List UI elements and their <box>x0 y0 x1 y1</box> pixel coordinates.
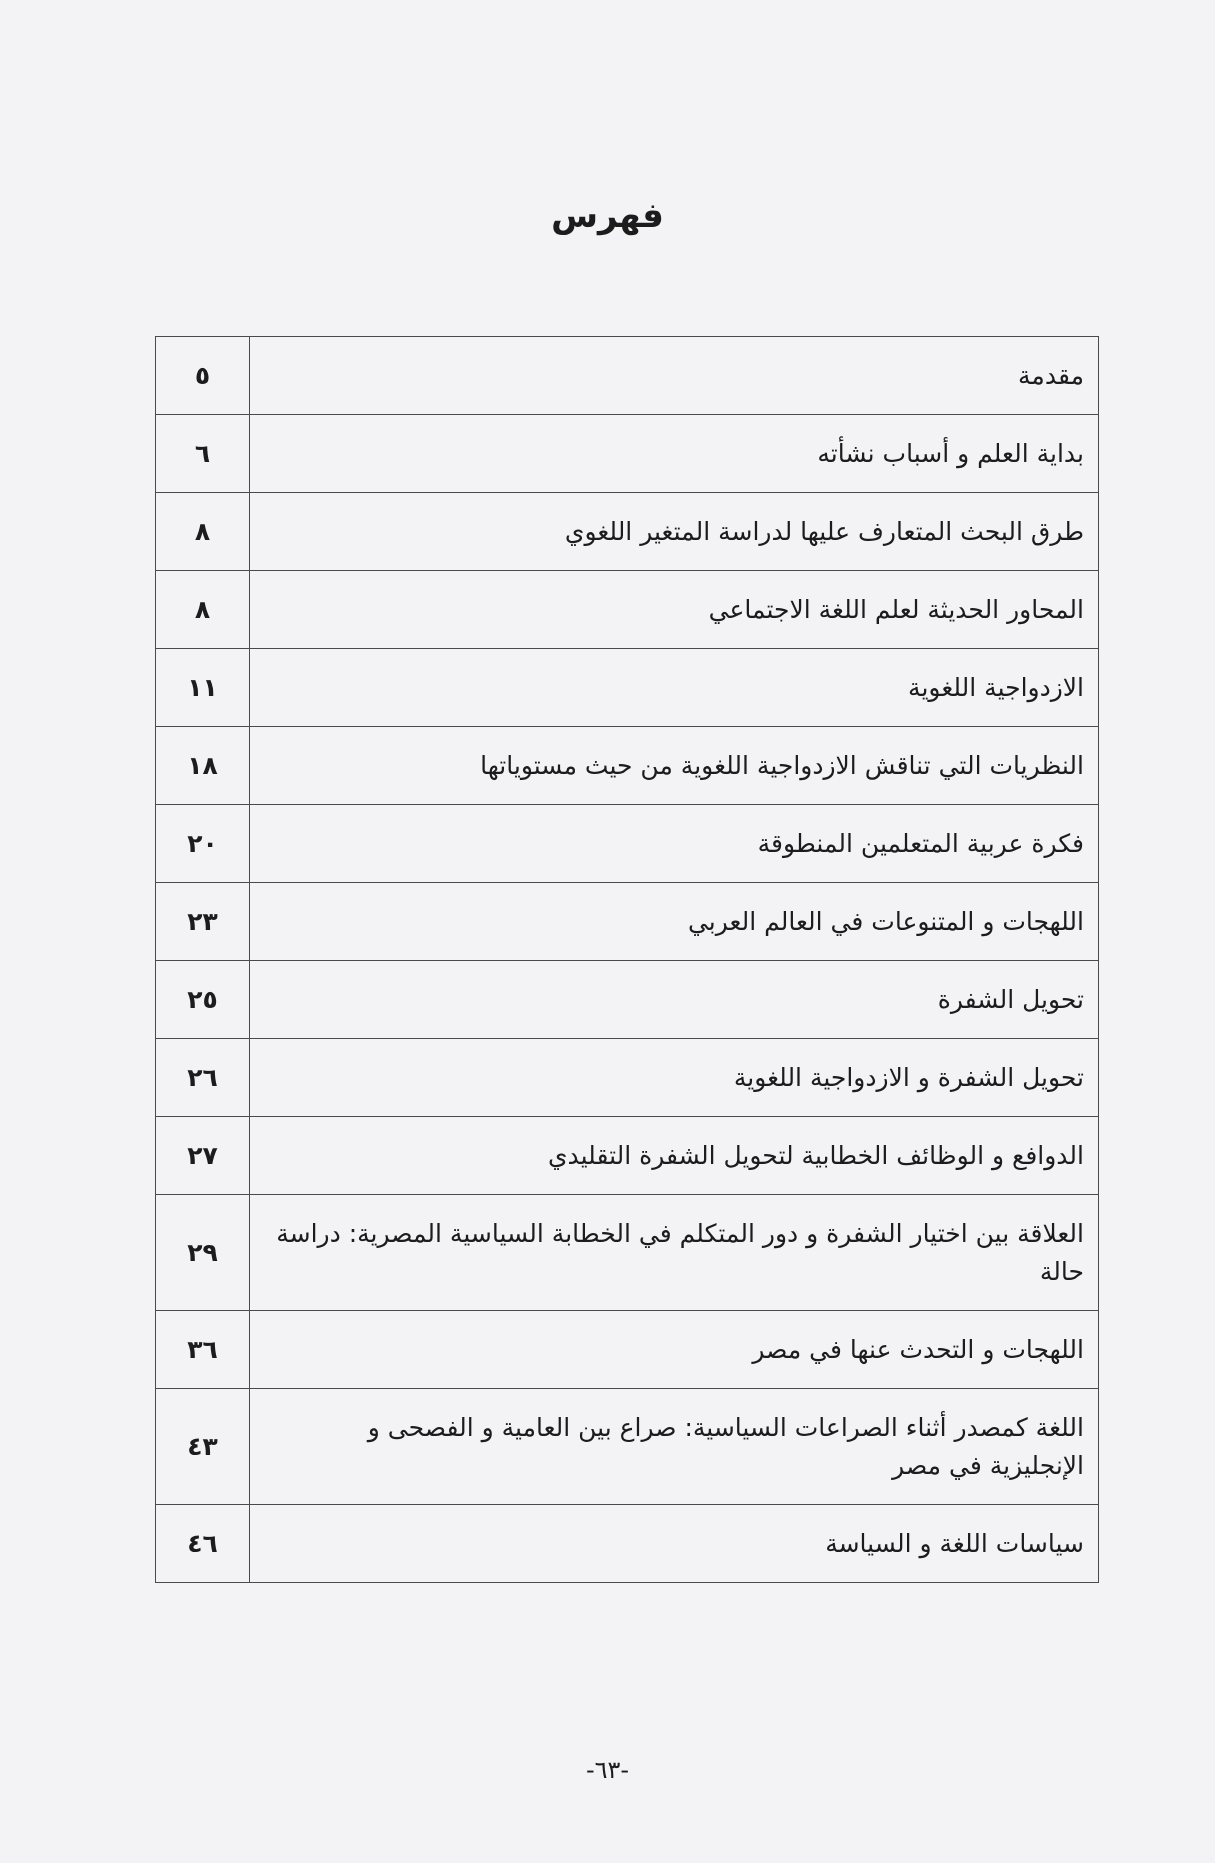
page-number: -٦٣- <box>585 1756 630 1784</box>
toc-row <box>156 1039 1099 1117</box>
toc-entry-page: ٢٠ <box>156 805 250 883</box>
toc-entry-title: فكرة عربية المتعلمين المنطوقة <box>250 805 1099 883</box>
page-title: فهرس <box>551 196 664 236</box>
toc-entry-page: ٣٦ <box>156 1311 250 1389</box>
toc-entry-page: ٦ <box>156 415 250 493</box>
toc-row <box>156 1117 1099 1195</box>
toc-row <box>156 727 1099 805</box>
toc-entry-page: ٨ <box>156 493 250 571</box>
toc-entry-title: الازدواجية اللغوية <box>250 649 1099 727</box>
toc-entry-page: ٥ <box>156 337 250 415</box>
toc-entry-page: ٢٧ <box>156 1117 250 1195</box>
toc-entry-title: اللهجات و المتنوعات في العالم العربي <box>250 883 1099 961</box>
toc-entry-title: بداية العلم و أسباب نشأته <box>250 415 1099 493</box>
toc-entry-page: ٤٣ <box>156 1389 250 1505</box>
toc-row <box>156 961 1099 1039</box>
toc-entry-page: ٢٥ <box>156 961 250 1039</box>
toc-entry-page: ١٨ <box>156 727 250 805</box>
toc-row <box>156 1389 1099 1505</box>
toc-entry-title: طرق البحث المتعارف عليها لدراسة المتغير اللغوي <box>250 493 1099 571</box>
toc-row <box>156 337 1099 415</box>
toc-row <box>156 1311 1099 1389</box>
toc-entry-title: تحويل الشفرة <box>250 961 1099 1039</box>
toc-entry-title: الدوافع و الوظائف الخطابية لتحويل الشفرة التقليدي <box>250 1117 1099 1195</box>
toc-row <box>156 883 1099 961</box>
toc-row <box>156 805 1099 883</box>
toc-entry-page: ٢٣ <box>156 883 250 961</box>
toc-row <box>156 1195 1099 1311</box>
toc-entry-page: ٤٦ <box>156 1505 250 1583</box>
toc-entry-page: ١١ <box>156 649 250 727</box>
toc-row <box>156 571 1099 649</box>
toc-entry-page: ٢٦ <box>156 1039 250 1117</box>
toc-entry-page: ٢٩ <box>156 1195 250 1311</box>
toc-row <box>156 415 1099 493</box>
toc-entry-title: تحويل الشفرة و الازدواجية اللغوية <box>250 1039 1099 1117</box>
toc-entry-title: المحاور الحديثة لعلم اللغة الاجتماعي <box>250 571 1099 649</box>
toc-entry-title: اللهجات و التحدث عنها في مصر <box>250 1311 1099 1389</box>
toc-row <box>156 1505 1099 1583</box>
toc-entry-title: مقدمة <box>250 337 1099 415</box>
toc-entry-title: سياسات اللغة و السياسة <box>250 1505 1099 1583</box>
toc-row <box>156 649 1099 727</box>
toc-row <box>156 493 1099 571</box>
toc-entry-title: العلاقة بين اختيار الشفرة و دور المتكلم في الخطابة السياسية المصرية: دراسة حالة <box>250 1195 1099 1311</box>
toc-table <box>155 336 1099 1583</box>
toc-entry-title: النظريات التي تناقش الازدواجية اللغوية من حيث مستوياتها <box>250 727 1099 805</box>
toc-entry-title: اللغة كمصدر أثناء الصراعات السياسية: صراع بين العامية و الفصحى و الإنجليزية في مصر <box>250 1389 1099 1505</box>
toc-entry-page: ٨ <box>156 571 250 649</box>
